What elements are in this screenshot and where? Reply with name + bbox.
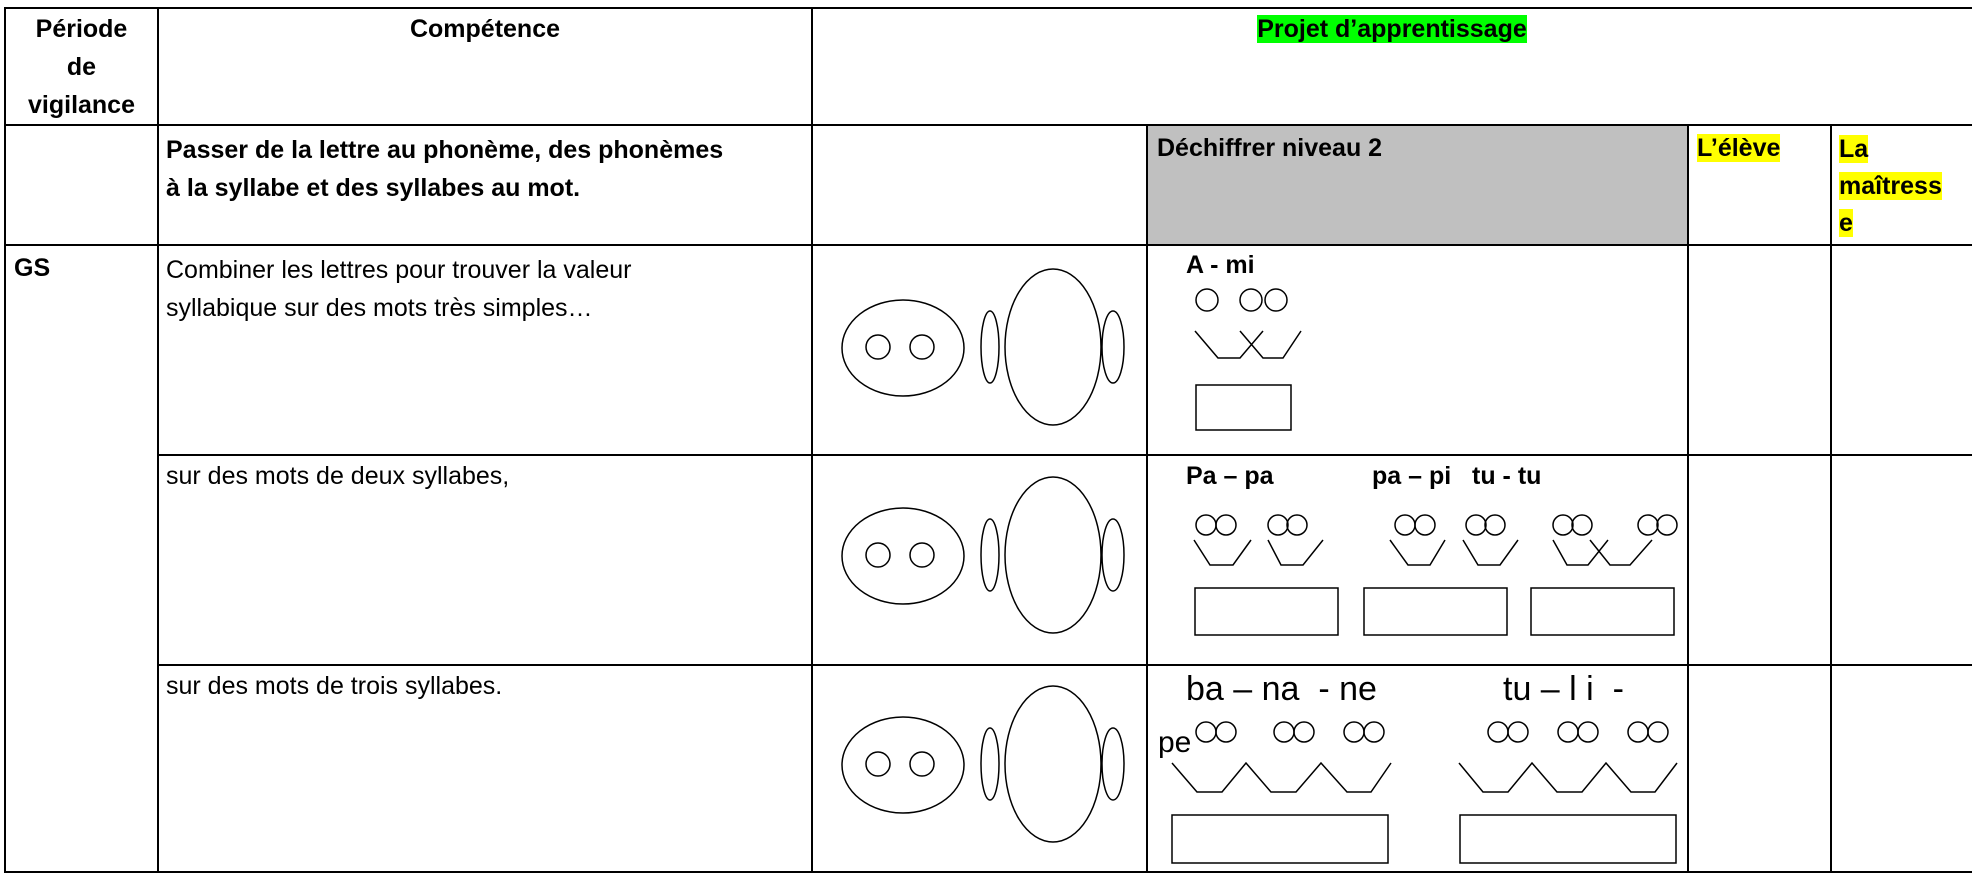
syllable-diagram (1194, 515, 1677, 635)
maitresse-header: La maîtress e (1839, 135, 1942, 237)
row2-word-1: Pa – pa (1186, 462, 1274, 490)
row3-word-3: pe (1158, 726, 1192, 759)
face-drawing (842, 477, 1124, 633)
row1-competence: Combiner les lettres pour trouver la valeur syllabique sur des mots très simples… (166, 256, 632, 322)
periode-header: Période de vigilance (28, 15, 135, 119)
syllable-diagram (1172, 722, 1677, 863)
face-drawing (842, 686, 1124, 842)
row3-word-1: ba – na - ne (1186, 670, 1377, 708)
row2-competence: sur des mots de deux syllabes, (166, 462, 510, 490)
row1-words: A - mi (1186, 251, 1255, 279)
projet-header-label: Projet d’apprentissage (1257, 15, 1527, 43)
row2-word-2: pa – pi (1372, 462, 1452, 490)
competence-header: Compétence (409, 15, 561, 43)
face-drawing (842, 269, 1124, 425)
periode-gs: GS (14, 254, 51, 282)
row3-word-2: tu – l i - (1503, 670, 1624, 708)
syllable-diagram (1195, 289, 1301, 430)
row2-word-3: tu - tu (1472, 462, 1542, 490)
projet-header (812, 12, 1972, 46)
row3-competence: sur des mots de trois syllabes. (166, 672, 503, 700)
eleve-header: L’élève (1697, 134, 1781, 162)
competence-subheader: Passer de la lettre au phonème, des phonèmes à la syllabe et des syllabes au mot. (166, 136, 724, 202)
dechiffrer-label: Déchiffrer niveau 2 (1157, 134, 1383, 162)
